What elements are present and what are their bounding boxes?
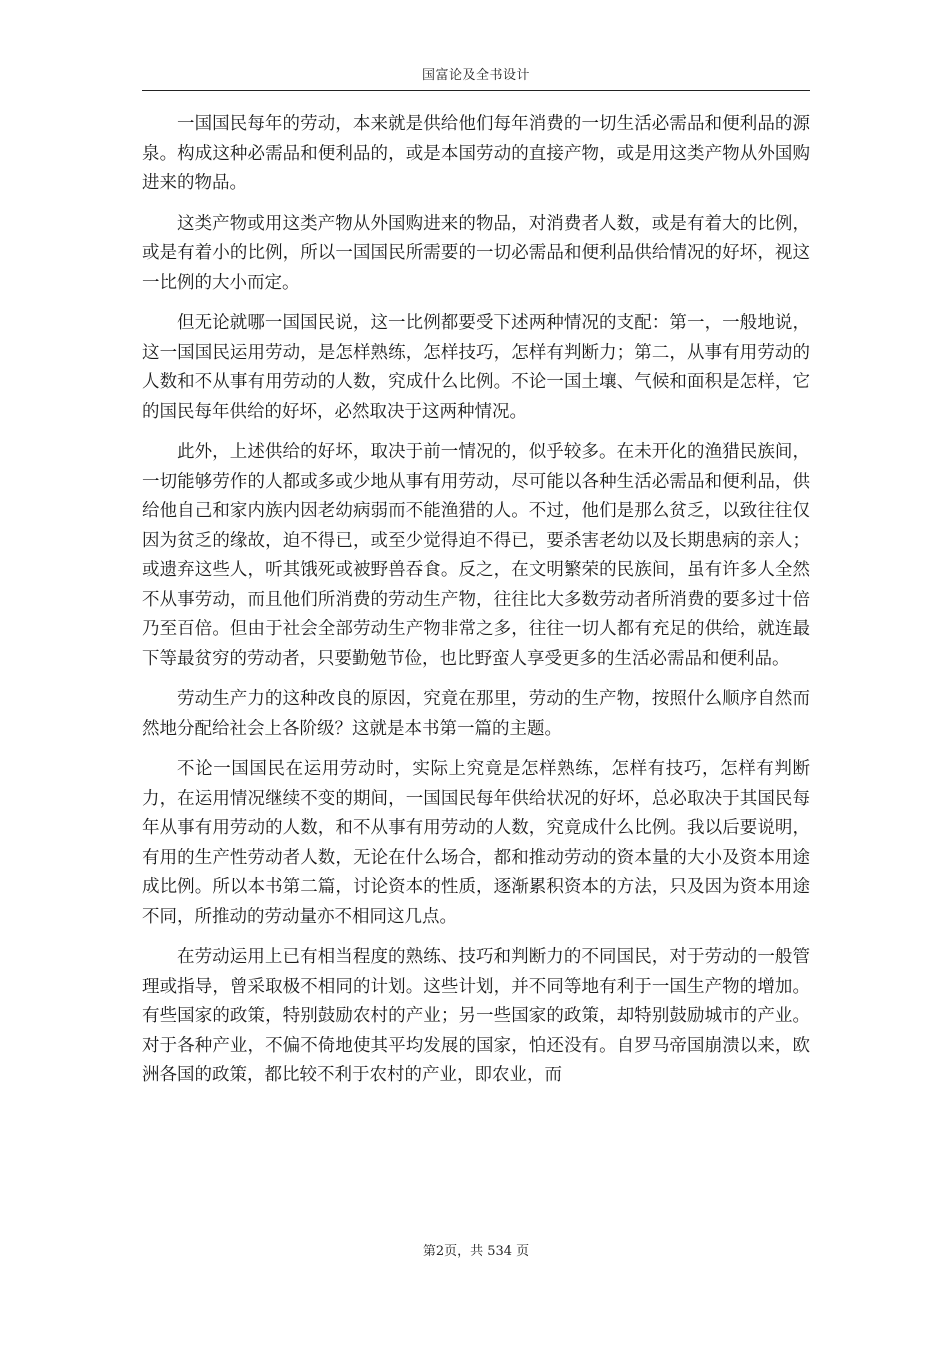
header-title: 国富论及全书设计 xyxy=(421,68,530,83)
paragraph-4: 此外，上述供给的好坏，取决于前一情况的，似乎较多。在未开化的渔猎民族间，一切能够劳作的人都或多或少地从事有用劳动，尽可能以各种生活必需品和便利品，供给他自己和家内族内因老幼病弱而不能渔猎的人。不过，他们是那么贫乏，以致往往仅因为贫乏的缘故，迫不得已，或至少觉得迫不得已，要杀害老幼以及长期患病的亲人；或遗弃这些人，听其饿死或被野兽吞食。反之，在文明繁荣的民族间，虽有许多人全然不从事劳动，而且他们所消费的劳动生产物，往往比大多数劳动者所消费的要多过十倍乃至百倍。但由于社会全部劳动生产物非常之多，往往一切人都有充足的供给，就连最下等最贫穷的劳动者，只要勤勉节俭，也比野蛮人享受更多的生活必需品和便利品。 xyxy=(142,442,810,669)
paragraph-2: 这类产物或用这类产物从外国购进来的物品，对消费者人数，或是有着大的比例，或是有着小的比例，所以一国国民所需要的一切必需品和便利品供给情况的好坏，视这一比例的大小而定。 xyxy=(142,213,810,293)
paragraph-7: 在劳动运用上已有相当程度的熟练、技巧和判断力的不同国民，对于劳动的一般管理或指导，曾采取极不相同的计划。这些计划，并不同等地有利于一国生产物的增加。有些国家的政策，特别鼓励农村的产业；另一些国家的政策，却特别鼓励城市的产业。对于各种产业，不偏不倚地使其平均发展的国家，怕还没有。自罗马帝国崩溃以来，欧洲各国的政策，都比较不利于农村的产业，即农业，而 xyxy=(142,947,810,1085)
paragraph-5: 劳动生产力的这种改良的原因，究竟在那里，劳动的生产物，按照什么顺序自然而然地分配给社会上各阶级？这就是本书第一篇的主题。 xyxy=(142,689,810,739)
paragraph-6: 不论一国国民在运用劳动时，实际上究竟是怎样熟练，怎样有技巧，怎样有判断力，在运用情况继续不变的期间，一国国民每年供给状况的好坏，总必取决于其国民每年从事有用劳动的人数，和不从事有用劳动的人数，究竟成什么比例。我以后要说明，有用的生产性劳动者人数，无论在什么场合，都和推动劳动的资本量的大小及资本用途成比例。所以本书第二篇，讨论资本的性质，逐渐累积资本的方法，只及因为资本用途不同，所推动的劳动量亦不相同这几点。 xyxy=(142,759,810,927)
paragraph-1: 一国国民每年的劳动，本来就是供给他们每年消费的一切生活必需品和便利品的源泉。构成这种必需品和便利品的，或是本国劳动的直接产物，或是用这类产物从外国购进来的物品。 xyxy=(142,114,810,193)
body-text xyxy=(142,110,810,1102)
paragraph-3: 但无论就哪一国国民说，这一比例都要受下述两种情况的支配：第一，一般地说，这一国国民运用劳动，是怎样熟练，怎样技巧，怎样有判断力；第二，从事有用劳动的人数和不从事有用劳动的人数，究成什么比例。不论一国土壤、气候和面积是怎样，它的国民每年供给的好坏，必然取决于这两种情况。 xyxy=(142,313,810,422)
page-footer xyxy=(0,1240,952,1259)
page-header xyxy=(142,62,810,91)
page-number: 第2页，共 534 页 xyxy=(422,1244,530,1259)
